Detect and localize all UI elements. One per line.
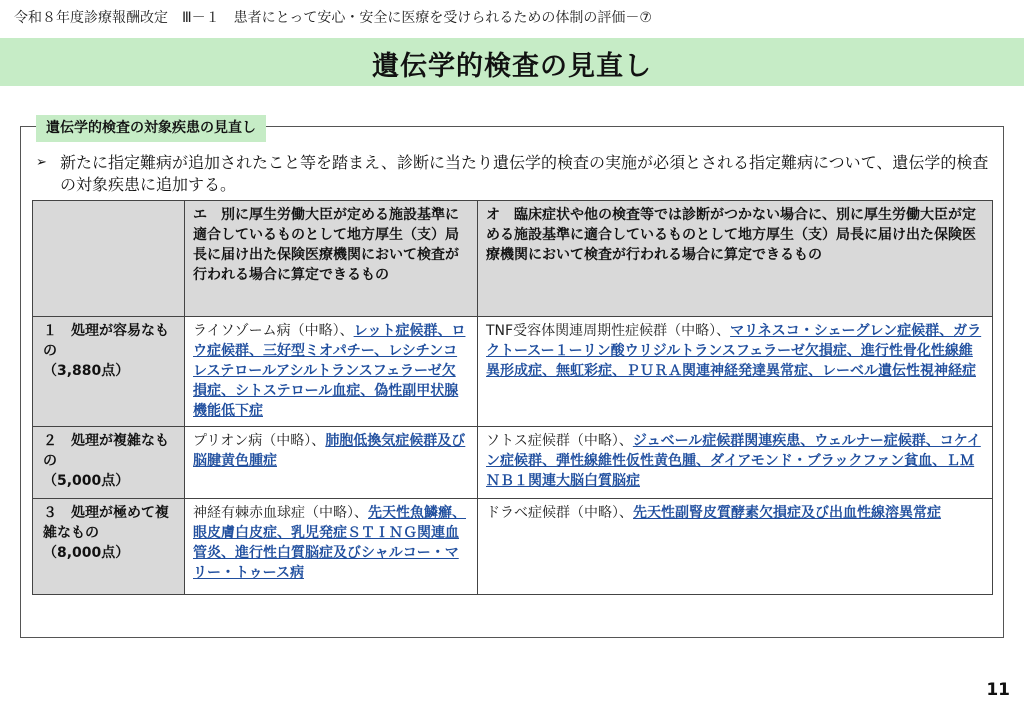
table-header-corner [33,201,185,317]
added-diseases: レット症候群、ロウ症候群、三好型ミオパチー、レシチンコレステロールアシルトランスフェラーゼ欠損症、シトステロール血症、偽性副甲状腺機能低下症 [193,323,466,419]
existing-diseases: TNF受容体関連周期性症候群（中略）、 [486,323,731,339]
row-points: （3,880点） [43,363,130,379]
row-head [33,317,185,427]
test-target-table [32,200,993,595]
table-row [33,317,993,427]
bullet-text: 新たに指定難病が追加されたこと等を踏まえ、診断に当たり遺伝学的検査の実施が必須とされる指定難病について、遺伝学的検査の対象疾患に追加する。 [60,153,989,194]
existing-diseases: 神経有棘赤血球症（中略）、 [193,505,368,521]
added-diseases: ジュベール症候群関連疾患、ウェルナー症候群、コケイン症候群、弾性線維性仮性黄色腫、ダイアモンド・ブラックファン貧血、ＬＭＮＢ１関連大脳白質脳症 [486,433,981,489]
page-number: 11 [986,680,1010,700]
existing-diseases: ドラベ症候群（中略）、 [486,505,633,521]
row-head [33,499,185,595]
cell-o [478,427,993,499]
table-header-row [33,201,993,317]
existing-diseases: ソトス症候群（中略）、 [486,433,633,449]
row-category: ２ 処理が複雑なもの [43,433,169,469]
section-label: 遺伝学的検査の対象疾患の見直し [36,115,266,142]
table-header-o: オ 臨床症状や他の検査等では診断がつかない場合に、別に厚生労働大臣が定める施設基準に適合しているものとして地方厚生（支）局長に届け出た保険医療機関において検査が行われる場合に算定できるもの [478,201,993,317]
page-title: 遺伝学的検査の見直し [372,51,652,82]
table-header-e: エ 別に厚生労働大臣が定める施設基準に適合しているものとして地方厚生（支）局長に届け出た保険医療機関において検査が行われる場合に算定できるもの [185,201,478,317]
cell-o [478,499,993,595]
added-diseases: 肺胞低換気症候群及び脳腱黄色腫症 [193,433,466,469]
added-diseases: 先天性副腎皮質酵素欠損症及び出血性線溶異常症 [633,505,941,521]
row-points: （8,000点） [43,545,130,561]
row-category: ３ 処理が極めて複雑なもの [43,505,169,541]
cell-e [185,317,478,427]
cell-e [185,499,478,595]
existing-diseases: プリオン病（中略）、 [193,433,326,449]
row-head [33,427,185,499]
cell-e [185,427,478,499]
added-diseases: マリネスコ・シェーグレン症候群、ガラクトースー１ーリン酸ウリジルトランスフェラーゼ欠損症、進行性骨化性線維異形成症、無虹彩症、ＰＵＲＡ関連神経発達異常症、レーベル遺伝性視神経症 [486,323,982,379]
existing-diseases: ライソゾーム病（中略）、 [193,323,354,339]
added-diseases: 先天性魚鱗癬、眼皮膚白皮症、乳児発症ＳＴＩＮＧ関連血管炎、進行性白質脳症及びシャルコー・マリー・トゥース病 [193,505,466,581]
table-row [33,499,993,595]
bullet-point [36,152,996,196]
cell-o [478,317,993,427]
header-breadcrumb: 令和８年度診療報酬改定 Ⅲ－１ 患者にとって安心・安全に医療を受けられるための体制の評価－⑦ [14,10,652,26]
table-row [33,427,993,499]
title-band [0,38,1024,86]
bullet-arrow-icon: ➢ [36,155,47,170]
row-points: （5,000点） [43,473,130,489]
row-category: １ 処理が容易なもの [43,323,169,359]
